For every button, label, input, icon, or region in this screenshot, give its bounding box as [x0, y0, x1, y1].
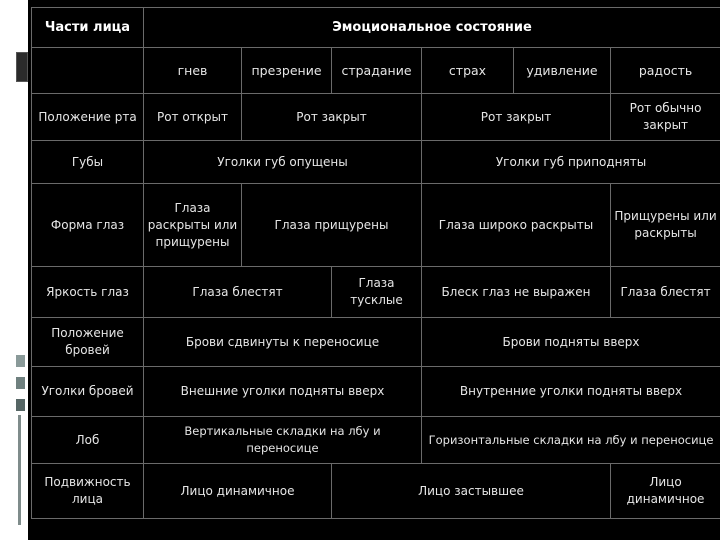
table-cell: Рот открыт [144, 94, 242, 141]
table-cell: Рот закрыт [422, 94, 611, 141]
row-label: Лоб [32, 417, 144, 464]
decor-square [16, 355, 25, 367]
table-cell: Глаза тусклые [332, 267, 422, 318]
row-label: Положение бровей [32, 318, 144, 367]
table-row [32, 464, 720, 519]
table-cell: Прищурены или раскрыты [611, 184, 720, 267]
table-row [32, 267, 720, 318]
emotion-joy: радость [611, 48, 720, 94]
empty-cell [32, 48, 144, 94]
table-cell: Глаза раскрыты или прищурены [144, 184, 242, 267]
table-cell: Брови подняты вверх [422, 318, 720, 367]
table-row [32, 417, 720, 464]
table-cell: Брови сдвинуты к переносице [144, 318, 422, 367]
table-cell: Лицо застывшее [332, 464, 611, 519]
table-row [32, 141, 720, 184]
emotion-suffering: страдание [332, 48, 422, 94]
table-row [32, 94, 720, 141]
row-label: Губы [32, 141, 144, 184]
emotion-anger: гнев [144, 48, 242, 94]
table-cell: Лицо динамичное [611, 464, 720, 519]
emotions-row [32, 48, 720, 94]
table-cell: Глаза широко раскрыты [422, 184, 611, 267]
table-cell: Вертикальные складки на лбу и переносице [144, 417, 422, 464]
emotion-surprise: удивление [514, 48, 611, 94]
table-cell: Рот обычно закрыт [611, 94, 720, 141]
header-parts: Части лица [32, 8, 144, 48]
table-cell: Глаза прищурены [242, 184, 422, 267]
table-cell: Рот закрыт [242, 94, 422, 141]
table-cell: Блеск глаз не выражен [422, 267, 611, 318]
table-cell: Глаза блестят [144, 267, 332, 318]
row-label: Подвижность лица [32, 464, 144, 519]
decor-square [16, 399, 25, 411]
row-label: Форма глаз [32, 184, 144, 267]
table-cell: Лицо динамичное [144, 464, 332, 519]
table-cell: Внешние уголки подняты вверх [144, 367, 422, 417]
table-cell: Уголки губ приподняты [422, 141, 720, 184]
table-cell: Внутренние уголки подняты вверх [422, 367, 720, 417]
table-cell: Горизонтальные складки на лбу и переносице [422, 417, 720, 464]
header-row [32, 8, 720, 48]
table-row [32, 367, 720, 417]
table-row [32, 184, 720, 267]
decor-square [16, 52, 28, 82]
table-row [32, 318, 720, 367]
emotions-table [31, 7, 720, 519]
emotion-fear: страх [422, 48, 514, 94]
emotion-contempt: презрение [242, 48, 332, 94]
decor-bar [18, 415, 21, 525]
decor-square [16, 377, 25, 389]
row-label: Уголки бровей [32, 367, 144, 417]
row-label: Яркость глаз [32, 267, 144, 318]
table-cell: Глаза блестят [611, 267, 720, 318]
table-cell: Уголки губ опущены [144, 141, 422, 184]
header-emotional-state: Эмоциональное состояние [144, 8, 720, 48]
row-label: Положение рта [32, 94, 144, 141]
